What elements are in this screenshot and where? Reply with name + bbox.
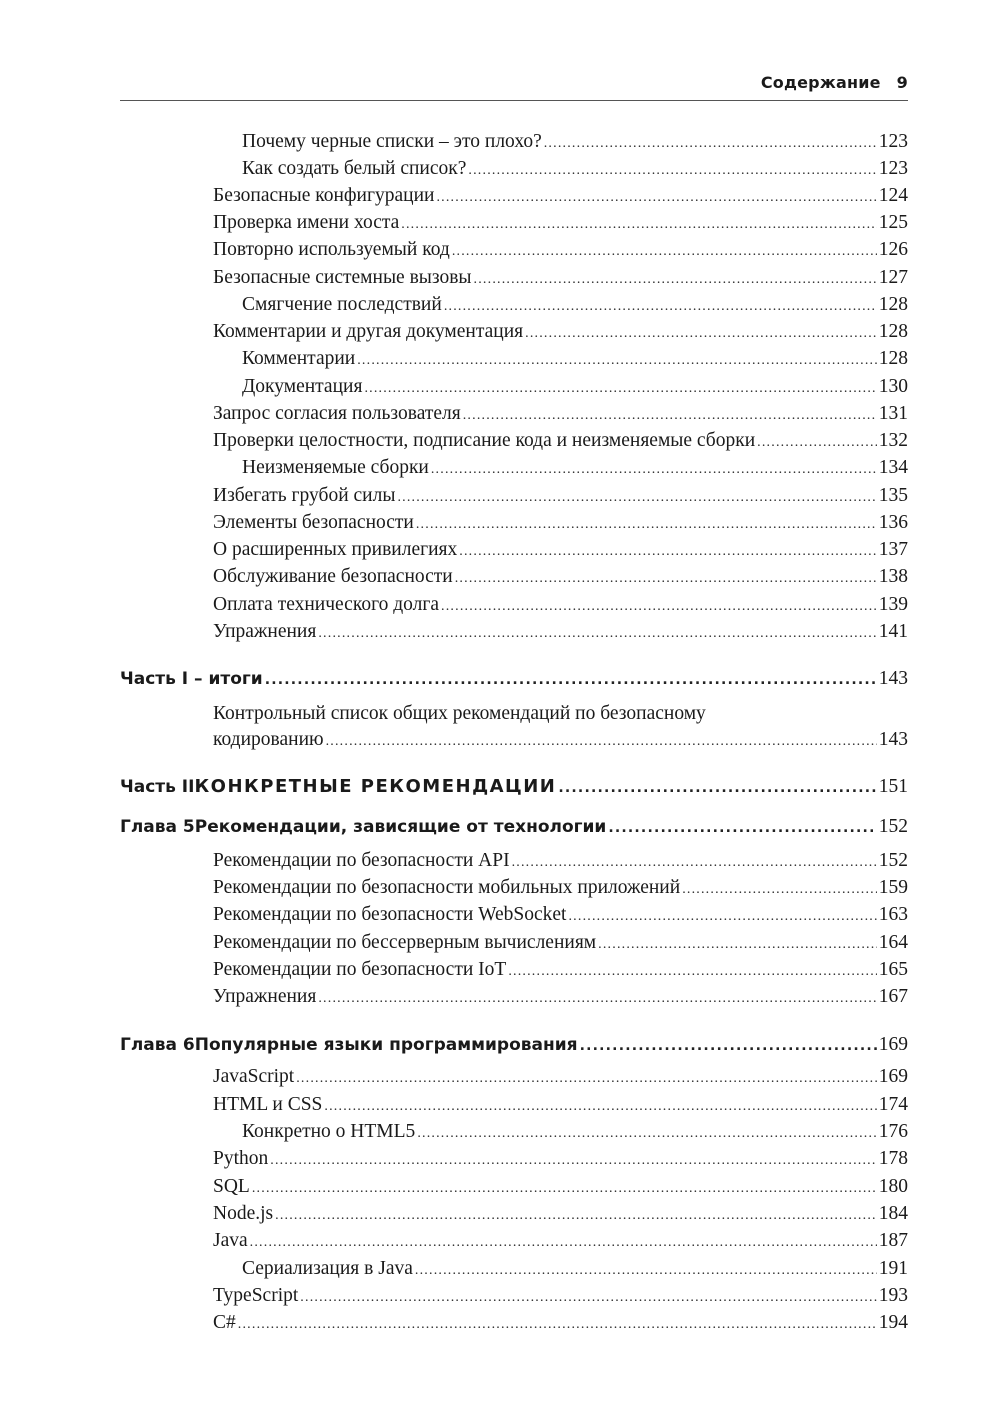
toc-page: 143 bbox=[878, 668, 908, 689]
dot-leader bbox=[252, 1181, 877, 1197]
toc-title: Комментарии и другая документация bbox=[213, 321, 524, 342]
toc-page: 135 bbox=[878, 485, 908, 506]
toc-entry[interactable] bbox=[213, 1285, 908, 1311]
dot-leader bbox=[512, 855, 877, 871]
toc-page: 178 bbox=[878, 1148, 908, 1169]
dot-leader bbox=[598, 937, 877, 953]
toc-page: 123 bbox=[878, 131, 908, 152]
toc-chapter-entry[interactable] bbox=[120, 816, 908, 842]
toc-title: HTML и CSS bbox=[213, 1094, 323, 1115]
toc-page: 128 bbox=[878, 348, 908, 369]
toc-entry[interactable] bbox=[213, 904, 908, 930]
toc-page: 131 bbox=[878, 403, 908, 424]
toc-title: Проверки целостности, подписание кода и неизменяемые сборки bbox=[213, 430, 756, 451]
toc-title: Java bbox=[213, 1230, 248, 1251]
dot-leader bbox=[580, 1038, 877, 1054]
toc-entry[interactable] bbox=[242, 348, 908, 374]
toc-page: 128 bbox=[878, 294, 908, 315]
toc-title: Популярные языки программирования bbox=[194, 1035, 578, 1055]
running-header bbox=[761, 73, 908, 92]
dot-leader bbox=[415, 1263, 877, 1279]
toc-entry[interactable] bbox=[213, 986, 908, 1012]
toc-page: 193 bbox=[878, 1285, 908, 1306]
dot-leader bbox=[401, 217, 876, 233]
toc-page: 134 bbox=[878, 457, 908, 478]
toc-label: Глава 6 bbox=[120, 1035, 195, 1055]
dot-leader bbox=[444, 299, 877, 315]
dot-leader bbox=[455, 571, 877, 587]
toc-page: 137 bbox=[878, 539, 908, 560]
toc-entry[interactable] bbox=[213, 621, 908, 647]
toc-entry[interactable] bbox=[213, 850, 908, 876]
toc-page: 163 bbox=[878, 904, 908, 925]
toc-title: Рекомендации по бессерверным вычислениям bbox=[213, 932, 597, 953]
toc-page: 164 bbox=[878, 932, 908, 953]
toc-page: 141 bbox=[878, 621, 908, 642]
toc-entry[interactable] bbox=[213, 1176, 908, 1202]
page-number: 9 bbox=[896, 73, 908, 92]
toc-title: Комментарии bbox=[242, 348, 356, 369]
toc-page: 167 bbox=[878, 986, 908, 1007]
toc-title: Рекомендации по безопасности мобильных приложений bbox=[213, 877, 681, 898]
toc-page: 139 bbox=[878, 594, 908, 615]
toc-page: 165 bbox=[878, 959, 908, 980]
toc-page: 159 bbox=[878, 877, 908, 898]
dot-leader bbox=[436, 190, 876, 206]
toc-entry[interactable] bbox=[213, 185, 908, 211]
toc-page: 130 bbox=[878, 376, 908, 397]
toc-title: Почему черные списки – это плохо? bbox=[242, 131, 542, 152]
dot-leader bbox=[416, 517, 877, 533]
toc-page: 169 bbox=[878, 1034, 908, 1055]
toc-page: 132 bbox=[878, 430, 908, 451]
toc-entry[interactable] bbox=[213, 403, 908, 429]
toc-entry[interactable] bbox=[213, 729, 908, 755]
dot-leader bbox=[757, 435, 877, 451]
dot-leader bbox=[270, 1153, 876, 1169]
toc-entry[interactable] bbox=[242, 376, 908, 402]
toc-entry[interactable] bbox=[242, 131, 908, 157]
toc-entry[interactable] bbox=[213, 512, 908, 538]
dot-leader bbox=[508, 964, 876, 980]
dot-leader bbox=[318, 991, 876, 1007]
toc-title: О расширенных привилегиях bbox=[213, 539, 458, 560]
toc-title-line1: Контрольный список общих рекомендаций по безопасному bbox=[213, 703, 706, 724]
toc-title: Упражнения bbox=[213, 986, 317, 1007]
toc-entry[interactable] bbox=[213, 1148, 908, 1174]
toc-title: КОНКРЕТНЫЕ РЕКОМЕНДАЦИИ bbox=[194, 776, 557, 797]
dot-leader bbox=[364, 381, 876, 397]
toc-page: 176 bbox=[878, 1121, 908, 1142]
toc-title: Элементы безопасности bbox=[213, 512, 414, 533]
toc-title: Безопасные конфигурации bbox=[213, 185, 435, 206]
toc-title: JavaScript bbox=[213, 1066, 295, 1087]
toc-title: Часть I – итоги bbox=[120, 669, 263, 689]
toc-entry[interactable] bbox=[242, 1258, 908, 1284]
toc-page: 136 bbox=[878, 512, 908, 533]
dot-leader bbox=[296, 1071, 877, 1087]
toc-title: Python bbox=[213, 1148, 269, 1169]
toc-entry[interactable] bbox=[213, 321, 908, 347]
toc-page: 152 bbox=[878, 816, 908, 837]
toc-part-entry[interactable] bbox=[120, 776, 908, 802]
dot-leader bbox=[558, 780, 876, 796]
toc-title: Обслуживание безопасности bbox=[213, 566, 453, 587]
dot-leader bbox=[326, 734, 877, 750]
toc-label: Глава 5 bbox=[120, 817, 195, 837]
toc-entry[interactable] bbox=[213, 539, 908, 565]
toc-page: 128 bbox=[878, 321, 908, 342]
toc-entry[interactable] bbox=[213, 877, 908, 903]
toc-title: Упражнения bbox=[213, 621, 317, 642]
dot-leader bbox=[250, 1235, 877, 1251]
toc-title: Рекомендации по безопасности API bbox=[213, 850, 510, 871]
toc-page: 187 bbox=[878, 1230, 908, 1251]
dot-leader bbox=[357, 353, 877, 369]
toc-title: Неизменяемые сборки bbox=[242, 457, 429, 478]
toc-page: 194 bbox=[878, 1312, 908, 1333]
dot-leader bbox=[544, 136, 877, 152]
dot-leader bbox=[682, 882, 877, 898]
dot-leader bbox=[468, 163, 876, 179]
dot-leader bbox=[397, 490, 876, 506]
toc-entry[interactable] bbox=[213, 430, 908, 456]
header-rule bbox=[120, 100, 908, 101]
toc-title: Безопасные системные вызовы bbox=[213, 267, 472, 288]
toc-page: 152 bbox=[878, 850, 908, 871]
toc-title: Рекомендации, зависящие от технологии bbox=[194, 817, 607, 837]
toc-title: Запрос согласия пользователя bbox=[213, 403, 461, 424]
toc-page: 169 bbox=[878, 1066, 908, 1087]
toc-entry[interactable] bbox=[242, 457, 908, 483]
toc-title: Node.js bbox=[213, 1203, 274, 1224]
toc-page: 174 bbox=[878, 1094, 908, 1115]
toc-page: 143 bbox=[878, 729, 908, 750]
running-header-title: Содержание bbox=[760, 73, 881, 92]
dot-leader bbox=[300, 1290, 876, 1306]
toc-entry[interactable] bbox=[213, 239, 908, 265]
toc-entry[interactable] bbox=[213, 932, 908, 958]
toc-title: Рекомендации по безопасности WebSocket bbox=[213, 904, 567, 925]
toc-page: 151 bbox=[878, 776, 908, 797]
toc-title: кодированию bbox=[213, 729, 324, 750]
toc-title: Оплата технического долга bbox=[213, 594, 440, 615]
toc-page: 126 bbox=[878, 239, 908, 260]
toc-title: Избегать грубой силы bbox=[213, 485, 396, 506]
dot-leader bbox=[459, 544, 876, 560]
toc-page: 138 bbox=[878, 566, 908, 587]
toc-title: SQL bbox=[213, 1176, 250, 1197]
dot-leader bbox=[318, 626, 876, 642]
toc-page: 191 bbox=[878, 1258, 908, 1279]
toc-part-entry[interactable] bbox=[120, 668, 908, 694]
toc-label: Часть II bbox=[120, 777, 195, 797]
toc-chapter-entry[interactable] bbox=[120, 1034, 908, 1060]
dot-leader bbox=[431, 462, 877, 478]
toc-title: Документация bbox=[242, 376, 363, 397]
toc-entry[interactable] bbox=[242, 294, 908, 320]
dot-leader bbox=[568, 909, 876, 925]
dot-leader bbox=[324, 1099, 876, 1115]
toc-entry[interactable] bbox=[213, 212, 908, 238]
toc-title: Как создать белый список? bbox=[242, 158, 467, 179]
toc-title: C# bbox=[213, 1312, 236, 1333]
toc-title: Повторно используемый код bbox=[213, 239, 450, 260]
toc-entry[interactable] bbox=[213, 594, 908, 620]
toc-entry[interactable] bbox=[213, 1203, 908, 1229]
dot-leader bbox=[474, 272, 877, 288]
toc-page: 180 bbox=[878, 1176, 908, 1197]
toc-page: 127 bbox=[878, 267, 908, 288]
toc-page: 125 bbox=[878, 212, 908, 233]
toc-entry[interactable] bbox=[213, 267, 908, 293]
dot-leader bbox=[417, 1126, 876, 1142]
toc-page: 123 bbox=[878, 158, 908, 179]
toc-title: Конкретно о HTML5 bbox=[242, 1121, 416, 1142]
toc-title: Проверка имени хоста bbox=[213, 212, 400, 233]
dot-leader bbox=[608, 820, 876, 836]
toc-title: Рекомендации по безопасности IoT bbox=[213, 959, 507, 980]
dot-leader bbox=[452, 244, 877, 260]
toc-page: 124 bbox=[878, 185, 908, 206]
toc-entry[interactable] bbox=[213, 1312, 908, 1338]
toc-title: TypeScript bbox=[213, 1285, 299, 1306]
dot-leader bbox=[275, 1208, 877, 1224]
toc-entry[interactable] bbox=[213, 1066, 908, 1092]
dot-leader bbox=[463, 408, 877, 424]
toc-entry[interactable] bbox=[213, 1230, 908, 1256]
dot-leader bbox=[525, 326, 877, 342]
toc-page: 184 bbox=[878, 1203, 908, 1224]
dot-leader bbox=[265, 672, 877, 688]
dot-leader bbox=[238, 1317, 877, 1333]
dot-leader bbox=[441, 599, 877, 615]
toc-title: Сериализация в Java bbox=[242, 1258, 413, 1279]
toc-entry[interactable] bbox=[213, 566, 908, 592]
toc-entry[interactable] bbox=[242, 1121, 908, 1147]
toc-entry[interactable] bbox=[242, 158, 908, 184]
toc-entry[interactable] bbox=[213, 485, 908, 511]
toc-entry[interactable] bbox=[213, 959, 908, 985]
toc-entry[interactable] bbox=[213, 1094, 908, 1120]
toc-title: Смягчение последствий bbox=[242, 294, 442, 315]
